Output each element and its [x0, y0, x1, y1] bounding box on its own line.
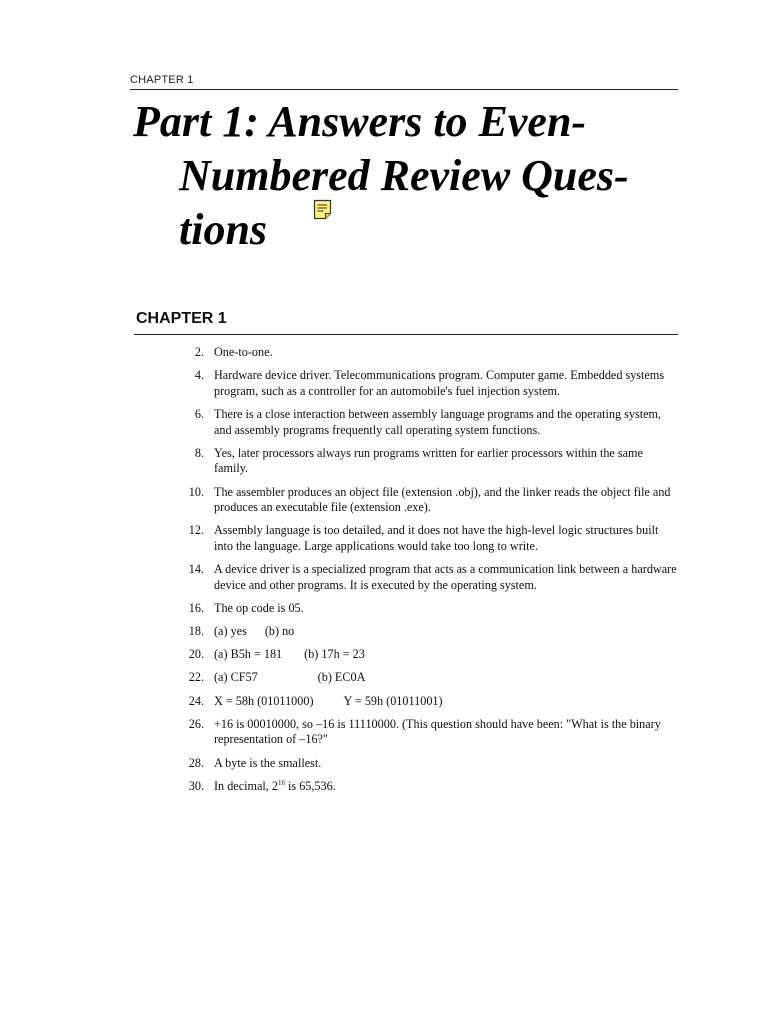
answer-item: [170, 345, 680, 361]
answer-text: A device driver is a specialized program that acts as a communication link between a hardware device and other programs. It is executed by the operating system.: [214, 562, 677, 592]
note-icon[interactable]: [313, 199, 333, 221]
answer-item: [170, 647, 680, 663]
answer-number: 6.: [194, 406, 204, 421]
answer-item: [170, 368, 680, 399]
answer-text: There is a close interaction between assembly language programs and the operating system, and assembly programs frequently call operating system functions.: [214, 406, 662, 437]
answer-item: [170, 624, 680, 640]
answer-item: [170, 779, 680, 795]
answer-item: [170, 523, 680, 554]
answer-item: [170, 562, 680, 593]
answer-item: [170, 601, 680, 617]
answer-item: [170, 670, 680, 686]
answer-number: 20.: [188, 647, 204, 662]
answer-number: 18.: [188, 624, 204, 639]
answer-text-pre: In decimal, 2: [214, 778, 278, 793]
answer-text: Yes, later processors always run programs written for earlier processors within the same family.: [214, 445, 643, 476]
answer-part-b: (b) 17h = 23: [304, 647, 365, 662]
part-title: [133, 95, 693, 257]
answer-text-post: is 65,536.: [284, 778, 336, 793]
chapter-rule: [134, 334, 678, 335]
answer-text: One-to-one.: [214, 345, 273, 359]
answer-number: 26.: [188, 716, 204, 731]
header-rule: [130, 89, 678, 90]
answer-part-a: (a) yes: [214, 624, 247, 639]
part-title-line-1: Part 1: Answers to Even-: [133, 97, 587, 146]
answer-item: [170, 446, 680, 477]
answer-number: 12.: [188, 523, 204, 538]
answer-text: [214, 779, 680, 795]
answer-text: [214, 694, 680, 710]
answer-text: [214, 670, 680, 686]
answer-item: [170, 407, 680, 438]
answer-number: 30.: [188, 778, 204, 793]
part-title-line-3: tions: [179, 205, 268, 254]
answer-text: The assembler produces an object file (extension .obj), and the linker reads the object file and produces an executable file (extension .exe).: [214, 484, 671, 515]
answer-number: 28.: [188, 755, 204, 770]
answer-number: 2.: [194, 345, 204, 359]
answer-part-a: X = 58h (01011000): [214, 693, 314, 708]
part-title-line-2: Numbered Review Ques-: [179, 151, 629, 200]
answer-text: Assembly language is too detailed, and it does not have the high-level logic structures built into the language. Large applications would take too long to write.: [214, 523, 659, 553]
answer-number: 22.: [188, 670, 204, 685]
answer-number: 16.: [188, 600, 204, 615]
answer-number: 10.: [188, 484, 204, 499]
answer-number: 14.: [188, 562, 204, 577]
answer-text: +16 is 00010000, so –16 is 11110000. (This question should have been: "What is the binary representation of –16?": [214, 716, 661, 747]
exponent: 16: [277, 778, 285, 787]
answer-part-a: (a) B5h = 181: [214, 647, 283, 662]
answer-part-b: (b) EC0A: [317, 670, 366, 685]
answer-item: [170, 485, 680, 516]
answer-text: A byte is the smallest.: [214, 755, 322, 770]
answer-item: [170, 756, 680, 772]
answer-item: [170, 717, 680, 748]
running-head: CHAPTER 1: [130, 74, 194, 86]
answer-part-a: (a) CF57: [214, 670, 258, 685]
answer-text: The op code is 05.: [214, 600, 304, 615]
answer-text: [214, 624, 680, 640]
chapter-heading: CHAPTER 1: [136, 310, 227, 327]
answer-part-b: Y = 59h (01011001): [343, 693, 443, 708]
answer-text: [214, 647, 680, 663]
answer-number: 8.: [194, 445, 204, 460]
answer-text: Hardware device driver. Telecommunications program. Computer game. Embedded systems program, such as a controller for an automobile's fuel injection system.: [214, 368, 665, 398]
answer-number: 24.: [188, 693, 204, 708]
answer-item: [170, 694, 680, 710]
answer-number: 4.: [194, 368, 204, 383]
answer-part-b: (b) no: [264, 624, 295, 639]
answers-list: [170, 345, 680, 802]
